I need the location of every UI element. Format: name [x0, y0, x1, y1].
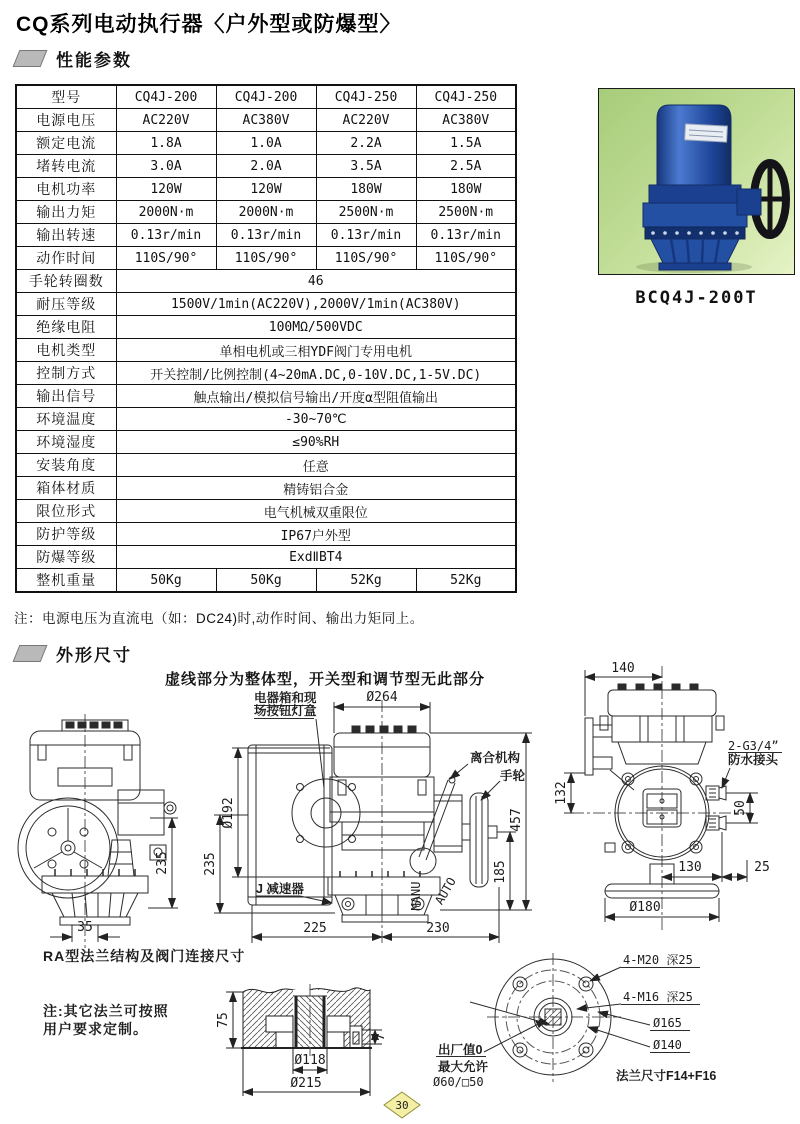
- side-handwheel-label: 手轮: [500, 769, 526, 783]
- cell-value: 1.5A: [416, 132, 516, 155]
- actuator-photo-art: [599, 89, 794, 274]
- cell-value: AC220V: [316, 109, 416, 132]
- cell-value: 110S/90°: [116, 247, 216, 270]
- front-view-drawing: [18, 714, 178, 948]
- row-label: 环境温度: [16, 408, 116, 431]
- side-view-drawing: [214, 700, 532, 946]
- cell-value: CQ4J-250: [316, 85, 416, 109]
- table-row: [16, 339, 516, 362]
- cell-value: 110S/90°: [316, 247, 416, 270]
- cell-value: 0.13r/min: [316, 224, 416, 247]
- flange-factory-label-3: Ø60/□50: [433, 1075, 484, 1089]
- flange-dim-d140: Ø140: [653, 1038, 682, 1052]
- dimension-drawings: [0, 662, 800, 1124]
- product-photo: [598, 88, 795, 275]
- row-label: 额定电流: [16, 132, 116, 155]
- page-number: 30: [395, 1099, 409, 1112]
- table-row: [16, 431, 516, 454]
- cell-value: 2000N·m: [116, 201, 216, 224]
- cell-value: 52Kg: [316, 569, 416, 593]
- table-row: [16, 569, 516, 593]
- table-row: [16, 293, 516, 316]
- row-label: 手轮转圈数: [16, 270, 116, 293]
- cell-value: 2500N·m: [316, 201, 416, 224]
- cell-value: 3.5A: [316, 155, 416, 178]
- side-dim-185: 185: [493, 860, 508, 884]
- cell-value: 180W: [416, 178, 516, 201]
- section-dim-75: 75: [216, 1012, 231, 1028]
- table-row: [16, 523, 516, 546]
- top-dim-25: 25: [754, 860, 770, 875]
- side-dim-235: 235: [203, 852, 218, 876]
- cell-value-span: 单相电机或三相YDF阀门专用电机: [116, 339, 516, 362]
- table-row: [16, 224, 516, 247]
- front-dim-35: 35: [77, 920, 93, 935]
- cell-value-span: ExdⅡBT4: [116, 546, 516, 569]
- section-parallelogram-icon: [13, 645, 48, 662]
- top-dim-d180: Ø180: [629, 900, 661, 915]
- top-dim-140: 140: [611, 662, 635, 676]
- table-row: [16, 270, 516, 293]
- row-label: 动作时间: [16, 247, 116, 270]
- cell-value: 2500N·m: [416, 201, 516, 224]
- flange-size-label: 法兰尺寸F14+F16: [616, 1069, 717, 1083]
- row-label: 防爆等级: [16, 546, 116, 569]
- row-label: 整机重量: [16, 569, 116, 593]
- row-label: 输出转速: [16, 224, 116, 247]
- top-gland-label-1: 2-G3/4”: [728, 739, 779, 753]
- cell-value: CQ4J-250: [416, 85, 516, 109]
- cell-value: 2.2A: [316, 132, 416, 155]
- table-row: [16, 500, 516, 523]
- row-label: 输出力矩: [16, 201, 116, 224]
- top-view-drawing: [564, 666, 782, 930]
- side-auto-label: AUTO: [432, 874, 459, 908]
- table-row: [16, 155, 516, 178]
- row-label: 限位形式: [16, 500, 116, 523]
- cell-value: 2000N·m: [216, 201, 316, 224]
- side-dim-d264: Ø264: [366, 690, 398, 705]
- flange-custom-note-2: 用户要求定制。: [43, 1021, 148, 1037]
- cell-value: 0.13r/min: [216, 224, 316, 247]
- front-view-caption: RA型法兰结构及阀门连接尺寸: [43, 948, 246, 964]
- flange-factory-label-1: 出厂值0: [438, 1043, 483, 1057]
- cell-value: 120W: [116, 178, 216, 201]
- section-performance-label: 性能参数: [56, 51, 132, 70]
- table-row: [16, 408, 516, 431]
- side-electric-box-label-2: 场按钮灯盒: [254, 704, 317, 718]
- cell-value: AC380V: [216, 109, 316, 132]
- cell-value-span: -30~70℃: [116, 408, 516, 431]
- cell-value: 0.13r/min: [116, 224, 216, 247]
- table-note: 注：电源电压为直流电（如：DC24)时,动作时间、输出力矩同上。: [14, 611, 424, 626]
- flange-factory-label-2: 最大允许: [438, 1060, 489, 1074]
- section-performance: [16, 46, 132, 71]
- table-row: [16, 385, 516, 408]
- table-row: [16, 178, 516, 201]
- top-gland-label-2: 防水接头: [728, 753, 779, 767]
- section-dimensions: [16, 641, 132, 666]
- front-dim-235: 235: [155, 851, 170, 875]
- table-row: [16, 454, 516, 477]
- flange-m16-label: 4-M16 深25: [623, 990, 693, 1004]
- cell-value: AC220V: [116, 109, 216, 132]
- cell-value: 1.0A: [216, 132, 316, 155]
- cell-value-span: 任意: [116, 454, 516, 477]
- table-row: [16, 201, 516, 224]
- cell-value-span: 电气机械双重限位: [116, 500, 516, 523]
- side-dim-457: 457: [509, 808, 524, 832]
- cell-value-span: 开关控制/比例控制(4~20mA.DC,0-10V.DC,1-5V.DC): [116, 362, 516, 385]
- side-dim-230: 230: [426, 921, 450, 936]
- cell-value: 3.0A: [116, 155, 216, 178]
- cell-value-span: 触点输出/模拟信号输出/开度α型阻值输出: [116, 385, 516, 408]
- section-dim-d118: Ø118: [294, 1053, 326, 1068]
- side-electric-box-label-1: 电器箱和现: [254, 691, 317, 705]
- cell-value: 0.13r/min: [416, 224, 516, 247]
- table-row: [16, 546, 516, 569]
- top-dim-132: 132: [554, 781, 569, 805]
- row-label: 电机功率: [16, 178, 116, 201]
- side-manu-label: MANU: [409, 881, 423, 911]
- row-label: 控制方式: [16, 362, 116, 385]
- cell-value: 110S/90°: [416, 247, 516, 270]
- cell-value: 50Kg: [116, 569, 216, 593]
- table-row: [16, 362, 516, 385]
- cell-value: 110S/90°: [216, 247, 316, 270]
- top-dim-50: 50: [733, 800, 748, 816]
- side-reducer-label: J 减速器: [256, 882, 304, 896]
- cell-value: 1.8A: [116, 132, 216, 155]
- cell-value: CQ4J-200: [216, 85, 316, 109]
- flange-m20-label: 4-M20 深25: [623, 953, 693, 967]
- row-label: 输出信号: [16, 385, 116, 408]
- row-label: 电机类型: [16, 339, 116, 362]
- cell-value: 2.5A: [416, 155, 516, 178]
- table-row: [16, 85, 516, 109]
- cell-value: 2.0A: [216, 155, 316, 178]
- row-label: 绝缘电阻: [16, 316, 116, 339]
- table-row: [16, 109, 516, 132]
- section-parallelogram-icon: [13, 50, 48, 67]
- row-label: 防护等级: [16, 523, 116, 546]
- cell-value: CQ4J-200: [116, 85, 216, 109]
- flange-custom-note-1: 注:其它法兰可按照: [43, 1003, 169, 1019]
- section-dim-7: 7: [373, 1033, 388, 1041]
- cell-value-span: 精铸铝合金: [116, 477, 516, 500]
- cell-value-span: 46: [116, 270, 516, 293]
- section-dimensions-label: 外形尺寸: [56, 646, 132, 665]
- side-dim-225: 225: [303, 921, 327, 936]
- row-label: 环境湿度: [16, 431, 116, 454]
- cell-value-span: 1500V/1min(AC220V),2000V/1min(AC380V): [116, 293, 516, 316]
- section-dim-d215: Ø215: [290, 1076, 322, 1091]
- table-row: [16, 477, 516, 500]
- cell-value-span: IP67户外型: [116, 523, 516, 546]
- table-row: [16, 247, 516, 270]
- flange-dim-d165: Ø165: [653, 1016, 682, 1030]
- side-dim-d192: Ø192: [221, 797, 236, 829]
- row-label: 安装角度: [16, 454, 116, 477]
- row-label: 电源电压: [16, 109, 116, 132]
- cell-value: 180W: [316, 178, 416, 201]
- cell-value: 52Kg: [416, 569, 516, 593]
- top-dim-130: 130: [678, 860, 702, 875]
- cell-value: 120W: [216, 178, 316, 201]
- performance-table: [15, 84, 517, 593]
- product-model-caption: BCQ4J-200T: [635, 288, 758, 308]
- table-row: [16, 132, 516, 155]
- page-title: CQ系列电动执行器〈户外型或防爆型〉: [16, 13, 402, 36]
- dashed-part-note: 虚线部分为整体型，开关型和调节型无此部分: [165, 671, 486, 688]
- cell-value: AC380V: [416, 109, 516, 132]
- cell-value-span: ≤90%RH: [116, 431, 516, 454]
- cell-value-span: 100MΩ/500VDC: [116, 316, 516, 339]
- row-label: 箱体材质: [16, 477, 116, 500]
- row-label: 耐压等级: [16, 293, 116, 316]
- row-label: 堵转电流: [16, 155, 116, 178]
- row-label: 型号: [16, 85, 116, 109]
- cell-value: 50Kg: [216, 569, 316, 593]
- side-clutch-label: 离合机构: [470, 751, 521, 765]
- table-row: [16, 316, 516, 339]
